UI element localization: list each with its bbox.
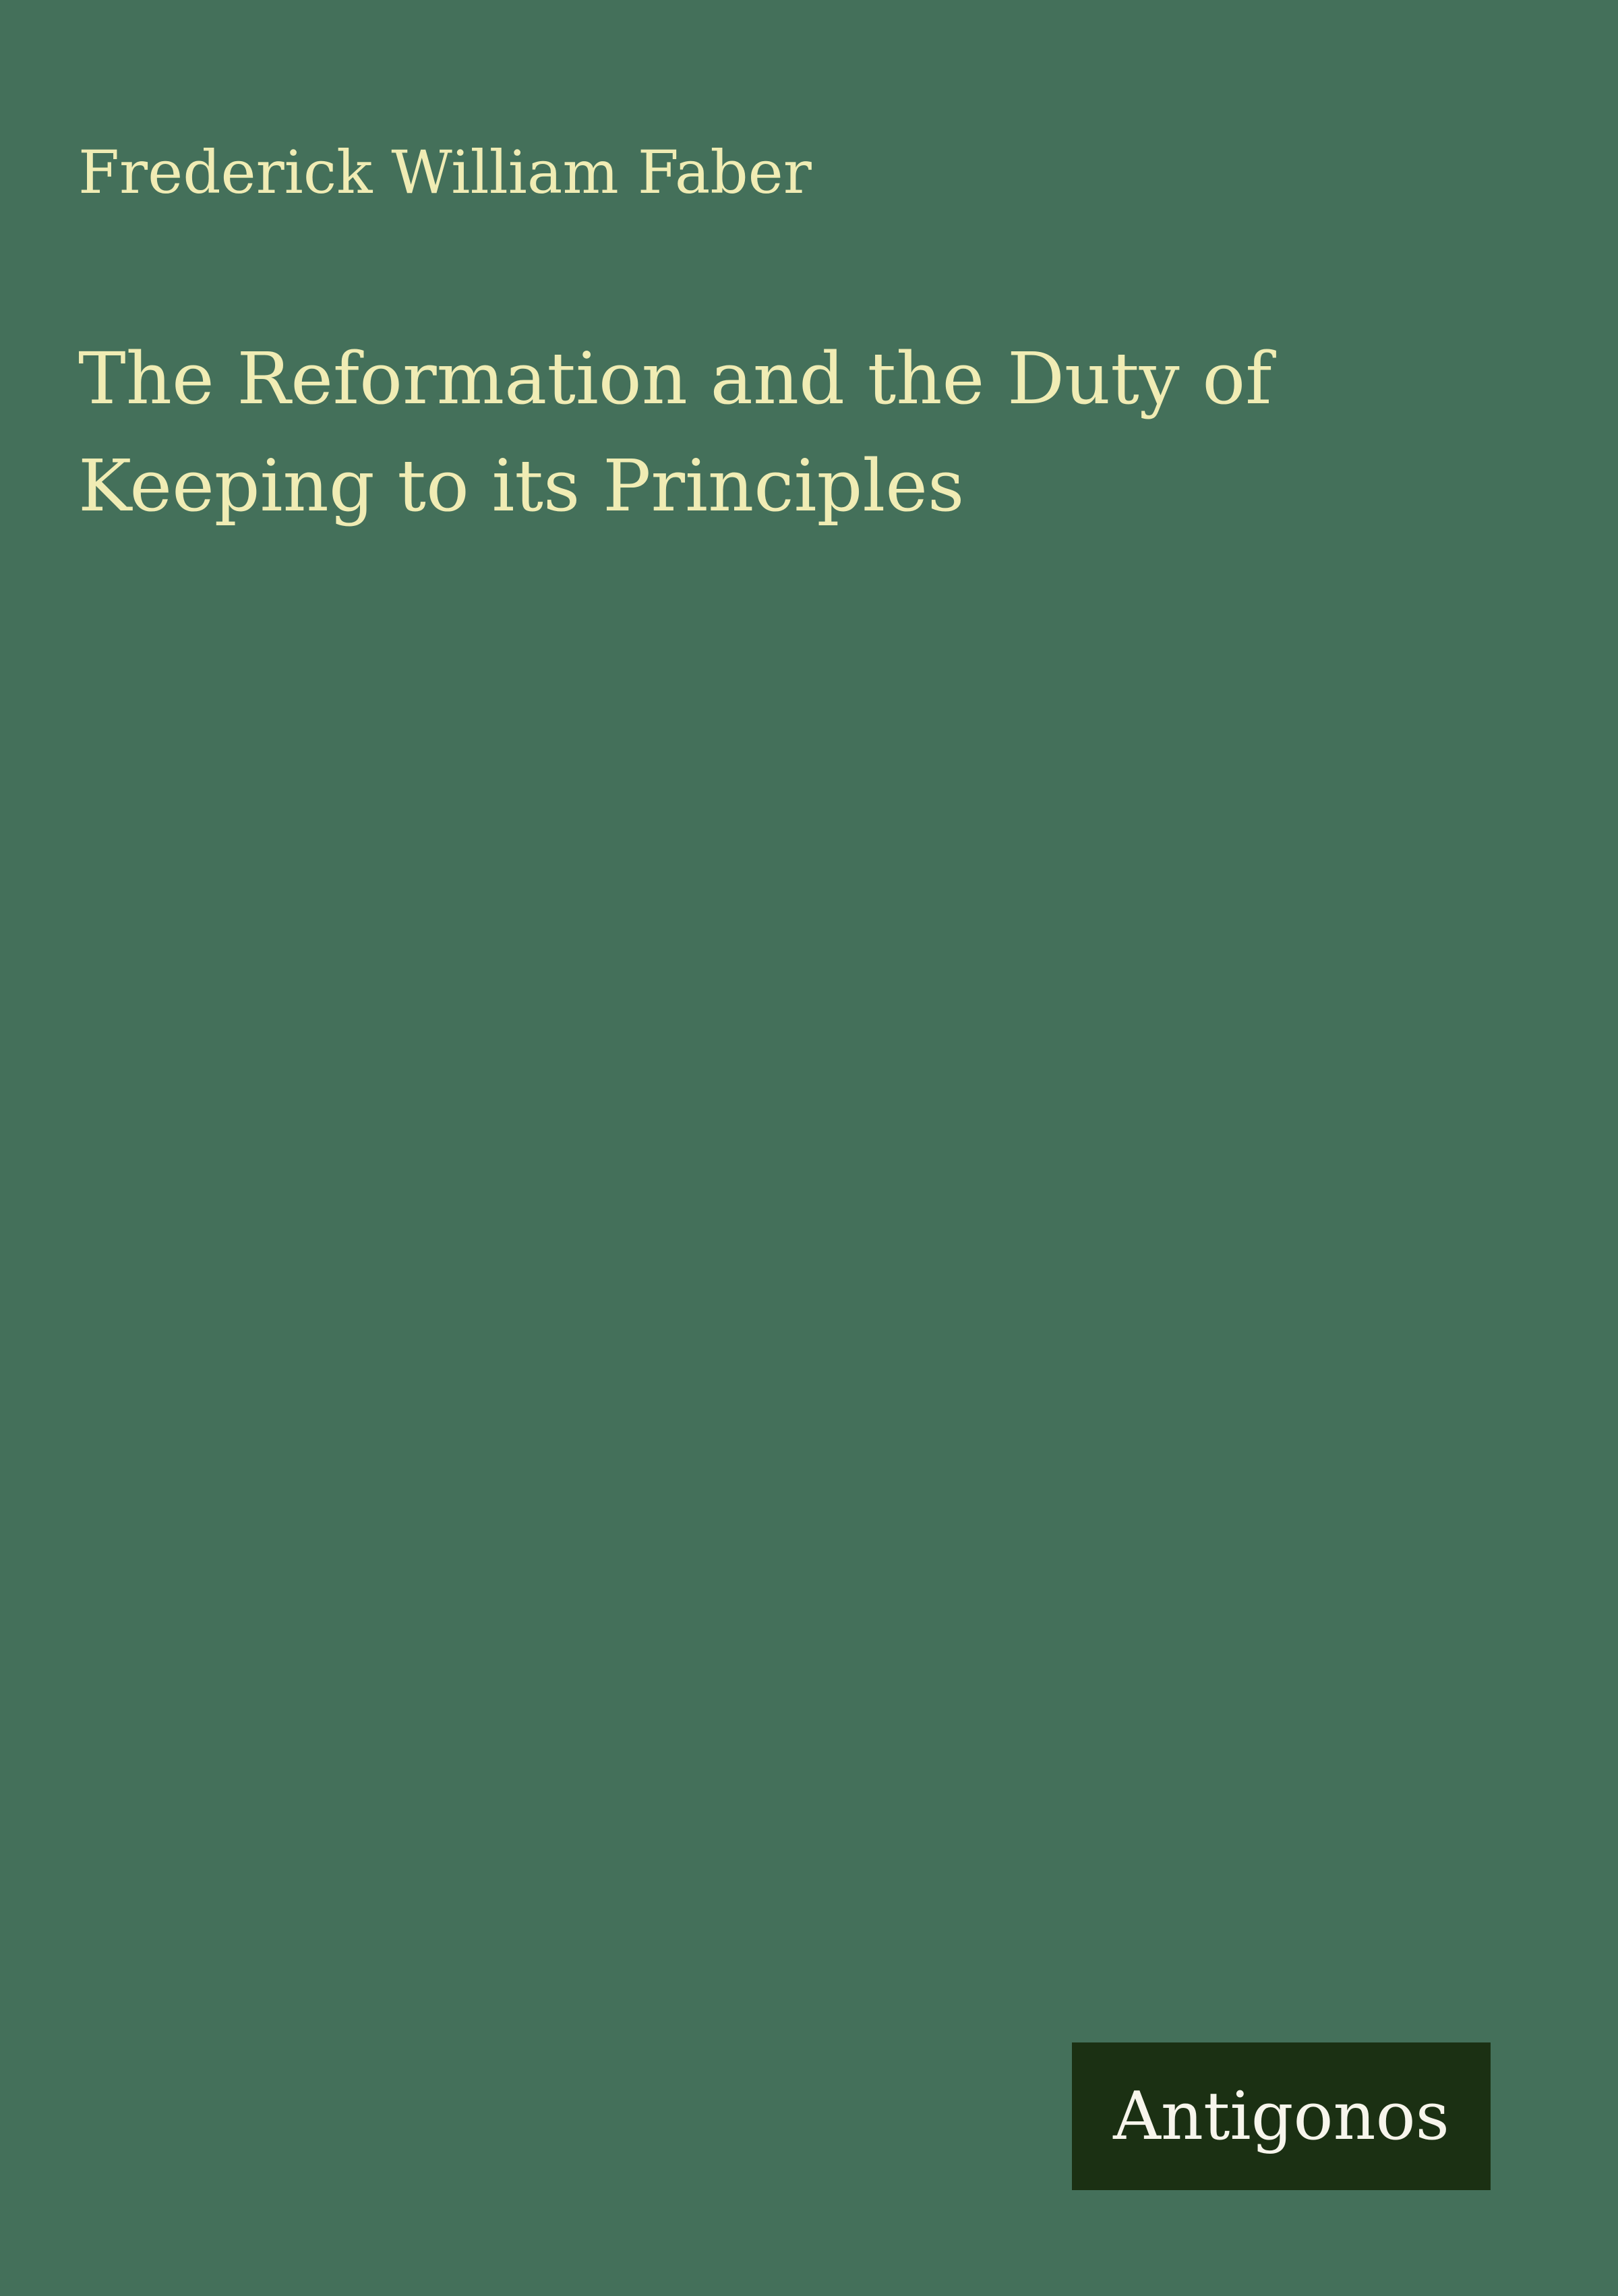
book-title (78, 325, 1271, 539)
author-name: Frederick William Faber (78, 138, 812, 207)
title-line-2: Keeping to its Principles (78, 444, 965, 527)
publisher-logo-box (1072, 2042, 1491, 2190)
title-line-1: The Reformation and the Duty of (78, 337, 1272, 420)
publisher-name: Antigonos (1113, 2078, 1449, 2155)
